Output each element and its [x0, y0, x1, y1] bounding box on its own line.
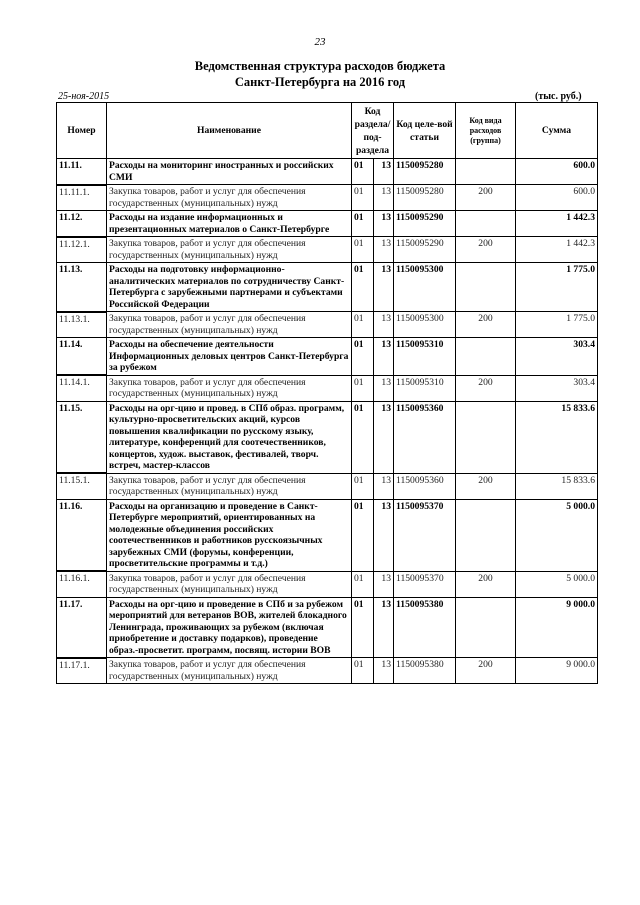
row-sum-cell: 600.0 [516, 159, 598, 185]
row-razdel-cell: 01 [352, 571, 374, 597]
row-target-article-cell: 1150095370 [394, 499, 456, 571]
row-razdel-cell: 01 [352, 499, 374, 571]
row-name-cell: Расходы на подготовку информационно-аналитических материалов по сотрудничеству Санкт-Петербурга с зарубежными партнерами и субъектами Российской Федерации [107, 263, 352, 312]
row-podrazdel-cell: 13 [374, 263, 394, 312]
row-razdel-cell: 01 [352, 597, 374, 658]
row-podrazdel-cell: 13 [374, 159, 394, 185]
row-expense-type-cell: 200 [456, 658, 516, 684]
row-sum-cell: 15 833.6 [516, 401, 598, 473]
row-name-cell: Расходы на орг-цию и проведение в СПб и за рубежом мероприятий для ветеранов ВОВ, жителей блокадного Ленинграда, проживающих за рубежом (включая приобретение и доставку подарков), проведение образ.-просветит. программ, посвящ. истории ВОВ [107, 597, 352, 658]
row-number-cell: 11.16.1. [57, 571, 107, 597]
row-number-cell: 11.15. [57, 401, 107, 473]
row-number-cell: 11.17. [57, 597, 107, 658]
row-razdel-cell: 01 [352, 473, 374, 499]
row-expense-type-cell [456, 211, 516, 237]
row-expense-type-cell [456, 499, 516, 571]
row-sum-cell: 303.4 [516, 375, 598, 401]
row-name-cell: Расходы на обеспечение деятельности Информационных деловых центров Санкт-Петербурга за рубежом [107, 338, 352, 376]
row-razdel-cell: 01 [352, 401, 374, 473]
header-sum: Сумма [516, 103, 598, 159]
row-name-cell: Расходы на организацию и проведение в Санкт-Петербурге мероприятий, ориентированных на молодежные объединения российских соотечественников и работников русскоязычных зарубежных СМИ (форумы, конференции, просветительские программы и т.д.) [107, 499, 352, 571]
row-target-article-cell: 1150095290 [394, 237, 456, 263]
row-target-article-cell: 1150095290 [394, 211, 456, 237]
row-target-article-cell: 1150095310 [394, 338, 456, 376]
row-razdel-cell: 01 [352, 237, 374, 263]
row-target-article-cell: 1150095280 [394, 185, 456, 211]
row-expense-type-cell: 200 [456, 375, 516, 401]
row-name-cell: Закупка товаров, работ и услуг для обеспечения государственных (муниципальных) нужд [107, 375, 352, 401]
row-razdel-cell: 01 [352, 375, 374, 401]
table-row-section [57, 211, 598, 237]
row-target-article-cell: 1150095280 [394, 159, 456, 185]
row-podrazdel-cell: 13 [374, 185, 394, 211]
table-row-section [57, 401, 598, 473]
row-razdel-cell: 01 [352, 185, 374, 211]
row-name-cell: Закупка товаров, работ и услуг для обеспечения государственных (муниципальных) нужд [107, 571, 352, 597]
header-razdel: Код раздела/ под-раздела [352, 103, 394, 159]
row-expense-type-cell: 200 [456, 237, 516, 263]
row-razdel-cell: 01 [352, 211, 374, 237]
row-expense-type-cell [456, 401, 516, 473]
row-number-cell: 11.13. [57, 263, 107, 312]
row-podrazdel-cell: 13 [374, 401, 394, 473]
row-expense-type-cell: 200 [456, 571, 516, 597]
table-row-section [57, 499, 598, 571]
row-target-article-cell: 1150095300 [394, 312, 456, 338]
row-name-cell: Закупка товаров, работ и услуг для обеспечения государственных (муниципальных) нужд [107, 237, 352, 263]
row-number-cell: 11.14. [57, 338, 107, 376]
row-podrazdel-cell: 13 [374, 237, 394, 263]
row-name-cell: Расходы на мониторинг иностранных и российских СМИ [107, 159, 352, 185]
row-razdel-cell: 01 [352, 338, 374, 376]
table-row-item [57, 237, 598, 263]
row-number-cell: 11.16. [57, 499, 107, 571]
row-number-cell: 11.13.1. [57, 312, 107, 338]
row-name-cell: Закупка товаров, работ и услуг для обеспечения государственных (муниципальных) нужд [107, 658, 352, 684]
row-number-cell: 11.17.1. [57, 658, 107, 684]
row-target-article-cell: 1150095310 [394, 375, 456, 401]
row-target-article-cell: 1150095370 [394, 571, 456, 597]
budget-table [56, 102, 598, 684]
row-name-cell: Закупка товаров, работ и услуг для обеспечения государственных (муниципальных) нужд [107, 185, 352, 211]
row-expense-type-cell: 200 [456, 473, 516, 499]
header-name: Наименование [107, 103, 352, 159]
row-razdel-cell: 01 [352, 263, 374, 312]
row-expense-type-cell [456, 338, 516, 376]
units-label: (тыс. руб.) [535, 91, 582, 102]
header-expense-type: Код вида расходов (группа) [456, 103, 516, 159]
row-razdel-cell: 01 [352, 312, 374, 338]
row-number-cell: 11.12.1. [57, 237, 107, 263]
row-expense-type-cell [456, 159, 516, 185]
document-date: 25-ноя-2015 [58, 91, 110, 102]
row-sum-cell: 15 833.6 [516, 473, 598, 499]
row-sum-cell: 303.4 [516, 338, 598, 376]
row-expense-type-cell [456, 597, 516, 658]
row-target-article-cell: 1150095300 [394, 263, 456, 312]
table-row-item [57, 658, 598, 684]
row-name-cell: Расходы на издание информационных и презентационных материалов о Санкт-Петербурге [107, 211, 352, 237]
row-target-article-cell: 1150095380 [394, 597, 456, 658]
row-expense-type-cell [456, 263, 516, 312]
row-podrazdel-cell: 13 [374, 473, 394, 499]
row-sum-cell: 5 000.0 [516, 571, 598, 597]
title-line-1: Ведомственная структура расходов бюджета [194, 59, 446, 73]
row-target-article-cell: 1150095380 [394, 658, 456, 684]
row-podrazdel-cell: 13 [374, 312, 394, 338]
row-razdel-cell: 01 [352, 159, 374, 185]
row-number-cell: 11.11. [57, 159, 107, 185]
row-sum-cell: 1 442.3 [516, 211, 598, 237]
row-number-cell: 11.12. [57, 211, 107, 237]
row-name-cell: Расходы на орг-цию и провед. в СПб образ. программ, культурно-просветительских акций, курсов повышения квалификации по русскому языку, литературе, конференций для соотечественников, концертов, худож. выставок, фестивалей, творч. встреч, мастер-классов [107, 401, 352, 473]
row-podrazdel-cell: 13 [374, 338, 394, 376]
row-sum-cell: 1 442.3 [516, 237, 598, 263]
page-number: 23 [314, 36, 326, 48]
row-podrazdel-cell: 13 [374, 658, 394, 684]
row-expense-type-cell: 200 [456, 312, 516, 338]
table-row-section [57, 597, 598, 658]
table-row-section [57, 338, 598, 376]
row-podrazdel-cell: 13 [374, 499, 394, 571]
row-name-cell: Закупка товаров, работ и услуг для обеспечения государственных (муниципальных) нужд [107, 312, 352, 338]
row-sum-cell: 1 775.0 [516, 312, 598, 338]
table-row-item [57, 473, 598, 499]
table-row-item [57, 571, 598, 597]
table-row-item [57, 312, 598, 338]
row-podrazdel-cell: 13 [374, 211, 394, 237]
table-row-section [57, 159, 598, 185]
row-sum-cell: 1 775.0 [516, 263, 598, 312]
row-sum-cell: 9 000.0 [516, 658, 598, 684]
header-target-article: Код целе-вой статьи [394, 103, 456, 159]
header-number: Номер [57, 103, 107, 159]
row-target-article-cell: 1150095360 [394, 473, 456, 499]
row-sum-cell: 5 000.0 [516, 499, 598, 571]
row-podrazdel-cell: 13 [374, 571, 394, 597]
row-number-cell: 11.11.1. [57, 185, 107, 211]
row-name-cell: Закупка товаров, работ и услуг для обеспечения государственных (муниципальных) нужд [107, 473, 352, 499]
row-razdel-cell: 01 [352, 658, 374, 684]
row-expense-type-cell: 200 [456, 185, 516, 211]
table-row-item [57, 185, 598, 211]
row-podrazdel-cell: 13 [374, 375, 394, 401]
row-number-cell: 11.14.1. [57, 375, 107, 401]
row-sum-cell: 9 000.0 [516, 597, 598, 658]
title-line-2: Санкт-Петербурга на 2016 год [234, 75, 406, 89]
table-row-item [57, 375, 598, 401]
row-target-article-cell: 1150095360 [394, 401, 456, 473]
row-number-cell: 11.15.1. [57, 473, 107, 499]
table-body [57, 159, 598, 684]
row-sum-cell: 600.0 [516, 185, 598, 211]
row-podrazdel-cell: 13 [374, 597, 394, 658]
document-title [0, 58, 640, 90]
table-row-section [57, 263, 598, 312]
table-header-row [57, 103, 598, 159]
